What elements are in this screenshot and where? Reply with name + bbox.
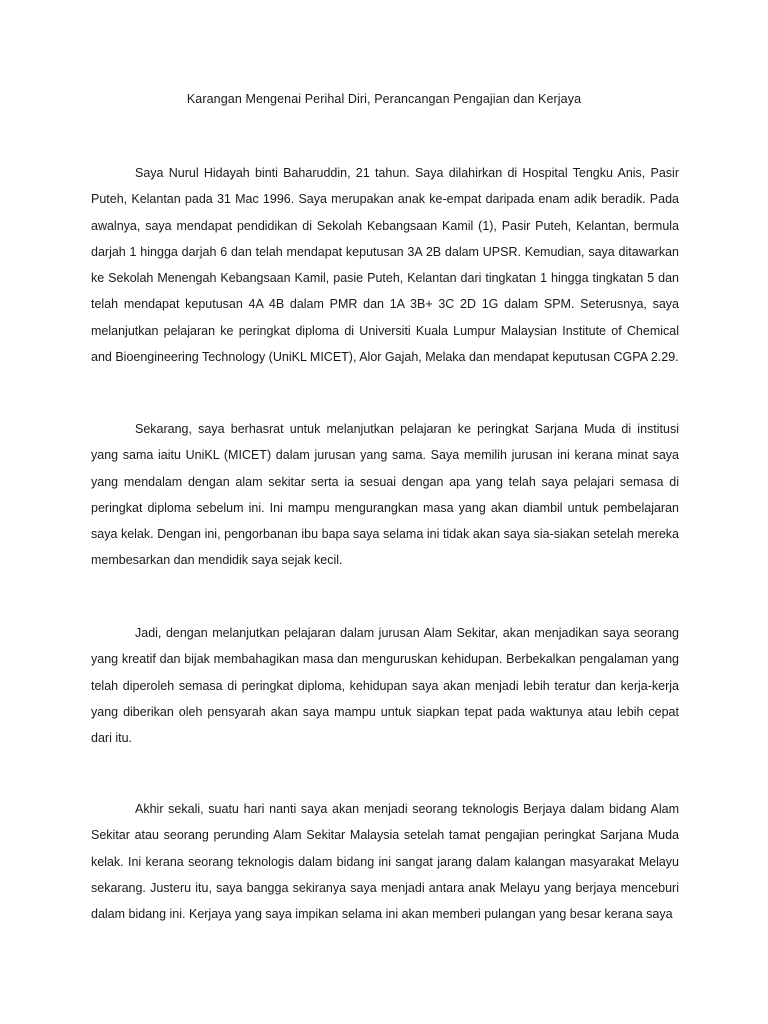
document-title: Karangan Mengenai Perihal Diri, Perancangan Pengajian dan Kerjaya	[186, 92, 582, 106]
paragraph-study-benefits: Jadi, dengan melanjutkan pelajaran dalam jurusan Alam Sekitar, akan menjadikan saya seorang yang kreatif dan bijak membahagikan masa dan menguruskan kehidupan. Berbekalkan pengalaman yang telah diperoleh semasa di peringkat diploma, kehidupan saya akan menjadi lebih teratur dan kerja-kerja yang diberikan oleh pensyarah akan saya mampu untuk siapkan tepat pada waktunya atau lebih cepat dari itu.	[91, 626, 679, 746]
paragraph-study-plan: Sekarang, saya berhasrat untuk melanjutkan pelajaran ke peringkat Sarjana Muda di institusi yang sama iaitu UniKL (MICET) dalam jurusan yang sama. Saya memilih jurusan ini kerana minat saya yang mendalam dengan alam sekitar serta ia sesuai dengan apa yang telah saya pelajari semasa di peringkat diploma sebelum ini. Ini mampu mengurangkan masa yang akan diambil untuk pembelajaran saya kelak. Dengan ini, pengorbanan ibu bapa saya selama ini tidak akan saya sia-siakan setelah mereka membesarkan dan mendidik saya sejak kecil.	[91, 422, 679, 568]
paragraph-personal-background: Saya Nurul Hidayah binti Baharuddin, 21 tahun. Saya dilahirkan di Hospital Tengku Anis, Pasir Puteh, Kelantan pada 31 Mac 1996. Saya merupakan anak ke-empat daripada enam adik beradik. Pada awalnya, saya mendapat pendidikan di Sekolah Kebangsaan Kamil (1), Pasir Puteh, Kelantan, bermula darjah 1 hingga darjah 6 dan telah mendapat keputusan 3A 2B dalam UPSR. Kemudian, saya ditawarkan ke Sekolah Menengah Kebangsaan Kamil, pasie Puteh, Kelantan dari tingkatan 1 hingga tingkatan 5 dan telah mendapat keputusan 4A 4B dalam PMR dan 1A 3B+ 3C 2D 1G dalam SPM. Seterusnya, saya melanjutkan pelajaran ke peringkat diploma di Universiti Kuala Lumpur Malaysian Institute of Chemical and Bioengineering Technology (UniKL MICET), Alor Gajah, Melaka dan mendapat keputusan CGPA 2.29.	[91, 166, 679, 365]
paragraph-career-plan: Akhir sekali, suatu hari nanti saya akan menjadi seorang teknologis Berjaya dalam bidang Alam Sekitar atau seorang perunding Alam Sekitar Malaysia setelah tamat pengajian peringkat Sarjana Muda kelak. Ini kerana seorang teknologis dalam bidang ini sangat jarang dalam kalangan masyarakat Melayu sekarang. Justeru itu, saya bangga sekiranya saya menjadi antara anak Melayu yang berjaya menceburi dalam bidang ini. Kerjaya yang saya impikan selama ini akan memberi pulangan yang besar kerana saya	[91, 802, 679, 922]
